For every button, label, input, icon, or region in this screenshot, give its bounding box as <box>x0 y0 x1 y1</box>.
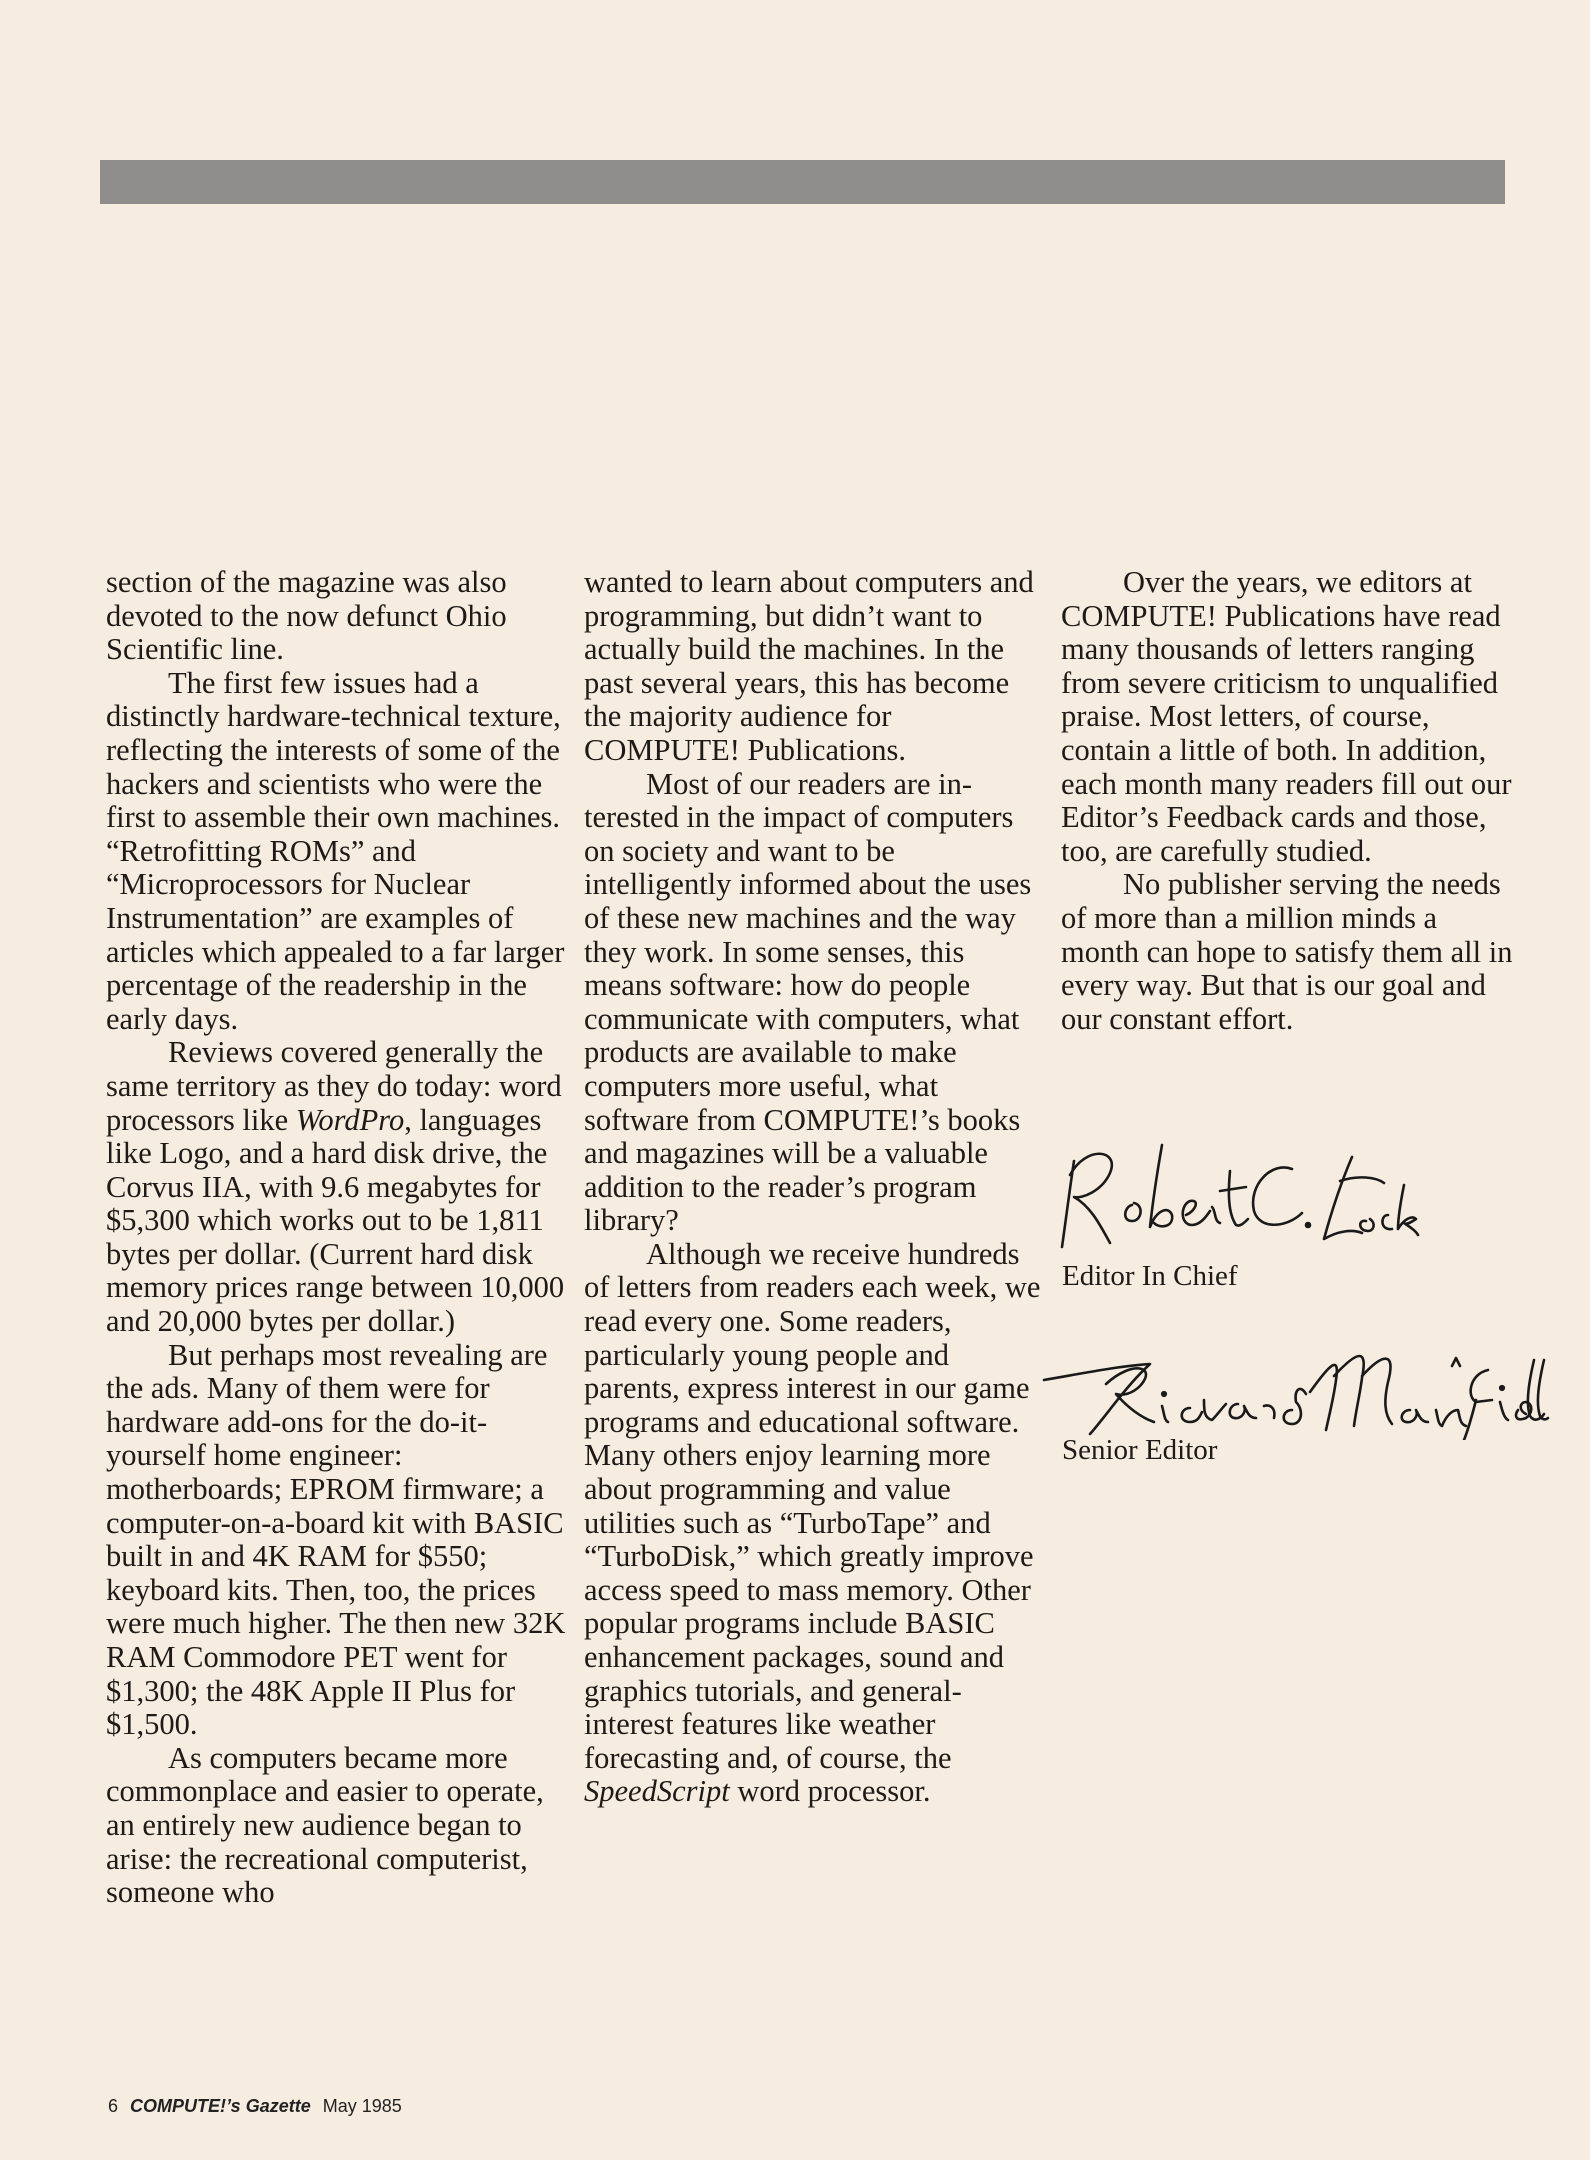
issue-date: May 1985 <box>322 2096 402 2116</box>
paragraph: Over the years, we editors at COMPUTE! Publications have read many thousands of letters ranging from severe criticism to unqualified praise. Most letters, of course, contain a little of both. In addition, each month many readers fill out our Editor’s Feedback cards and those, too, are carefully studied. <box>1061 565 1512 868</box>
magazine-name: COMPUTE!’s Gazette <box>130 2096 311 2116</box>
paragraph: Most of our readers are interested in the impact of computers on society and want to be intelligently informed about the uses of these new machines and the way they work. In some senses, this means software: how do people communicate with computers, what products are available to make computers more useful, what software from COMPUTE!’s books and magazines will be a valuable addition to the reader’s program library? <box>584 766 1032 1238</box>
article-column-3 <box>1061 566 1521 1036</box>
signature-richard-mansfield <box>1040 1330 1550 1440</box>
article-column-2 <box>584 566 1044 1809</box>
paragraph: Reviews covered generally the same territory as they do today: word processors like WordPro, languages like Logo, and a hard disk drive, the Corvus IIA, with 9.6 megabytes for $5,300 which works out to be 1,811 bytes per dollar. (Current hard disk memory prices range between 10,000 and 20,000 bytes per dollar.) <box>106 1035 565 1339</box>
signature-title-senior-editor: Senior Editor <box>1062 1434 1218 1466</box>
signature-title-editor-in-chief: Editor In Chief <box>1062 1260 1238 1292</box>
paragraph: But perhaps most revealing are the ads. Many of them were for hardware add-ons for the do-it-yourself home engineer: motherboards; EPROM firmware; a computer-on-a-board kit with BASIC built in and 4K RAM for $550; keyboard kits. Then, too, the prices were much higher. The then new 32K RAM Commodore PET went for $1,300; the 48K Apple II Plus for $1,500. <box>106 1337 566 1742</box>
paragraph: The first few issues had a distinctly hardware-technical texture, reflecting the interests of some of the hackers and scientists who were the first to assemble their own machines. “Retrofitting ROMs” and “Microprocessors for Nuclear Instrumentation” are examples of articles which appealed to a far larger percentage of the readership in the early days. <box>106 665 565 1036</box>
paragraph: section of the magazine was also devoted to the now defunct Ohio Scientific line. <box>106 565 507 667</box>
article-column-1 <box>106 566 576 1910</box>
paragraph: As computers became more commonplace and easier to operate, an entirely new audience began to arise: the recreational computerist, someone who <box>106 1740 544 1910</box>
signature-image <box>1040 1330 1550 1440</box>
signature-image <box>1040 1135 1420 1255</box>
page-number: 6 <box>108 2096 119 2116</box>
paragraph: Although we receive hundreds of letters from readers each week, we read every one. Some readers, particularly young people and parents, express interest in our game programs and educational software. Many others enjoy learning more about programming and value utilities such as “TurboTape” and “TurboDisk,” which greatly improve access speed to mass memory. Other popular programs include BASIC enhancement packages, sound and graphics tutorials, and general-interest features like weather forecasting and, of course, the SpeedScript word processor. <box>584 1236 1041 1809</box>
signature-robert-lock <box>1040 1135 1420 1255</box>
page-footer <box>108 2095 402 2117</box>
paragraph: wanted to learn about computers and programming, but didn’t want to actually build the machines. In the past several years, this has become the majority audience for COMPUTE! Publications. <box>584 565 1034 767</box>
header-bar <box>100 160 1505 204</box>
paragraph: No publisher serving the needs of more than a million minds a month can hope to satisfy them all in every way. But that is our goal and our constant effort. <box>1061 867 1513 1036</box>
